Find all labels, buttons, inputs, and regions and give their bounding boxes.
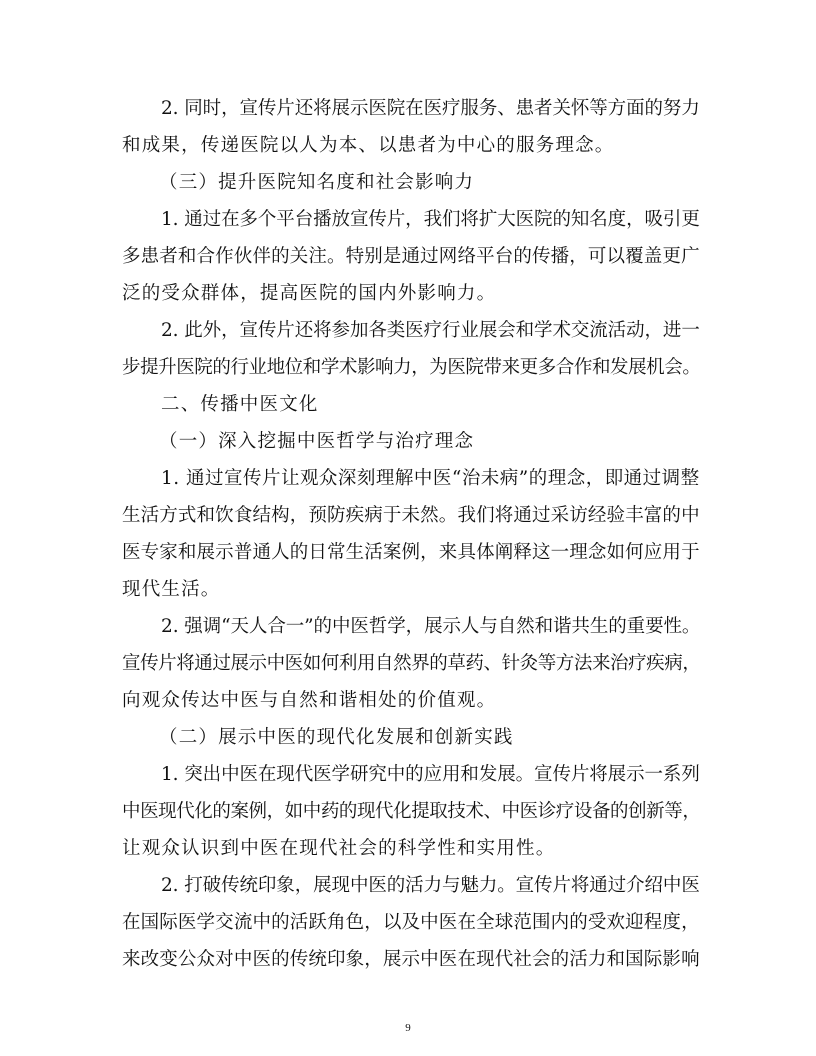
text-line: 1. 突出中医在现代医学研究中的应用和发展。宣传片将展示一系列 xyxy=(161,764,700,785)
text-line: 2. 强调“天人合一”的中医哲学，展示人与自然和谐共生的重要性。 xyxy=(161,616,701,637)
text-line: 2. 此外，宣传片还将参加各类医疗行业展会和学术交流活动，进一 xyxy=(161,320,700,341)
section-heading: （二）展示中医的现代化发展和创新实践 xyxy=(159,727,514,748)
section-heading: （一）深入挖掘中医哲学与治疗理念 xyxy=(159,431,475,452)
text-line: 现代生活。 xyxy=(122,579,221,600)
chapter-heading: 二、传播中医文化 xyxy=(161,394,319,415)
text-line: 生活方式和饮食结构，预防疾病于未然。我们将通过采访经验丰富的中 xyxy=(122,505,700,526)
text-line: 宣传片将通过展示中医如何利用自然界的草药、针灸等方法来治疗疾病， xyxy=(122,653,701,674)
text-line: 在国际医学交流中的活跃角色，以及中医在全球范围内的受欢迎程度， xyxy=(122,912,700,933)
text-line: 让观众认识到中医在现代社会的科学性和实用性。 xyxy=(122,838,556,859)
text-line: 向观众传达中医与自然和谐相处的价值观。 xyxy=(122,690,497,711)
text-line: 1. 通过宣传片让观众深刻理解中医“治未病”的理念，即通过调整 xyxy=(161,468,700,489)
section-heading: （三）提升医院知名度和社会影响力 xyxy=(159,172,475,193)
text-line: 来改变公众对中医的传统印象，展示中医在现代社会的活力和国际影响 xyxy=(122,949,700,970)
text-line: 1. 通过在多个平台播放宣传片，我们将扩大医院的知名度，吸引更 xyxy=(161,209,700,230)
text-line: 医专家和展示普通人的日常生活案例，来具体阐释这一理念如何应用于 xyxy=(122,542,700,563)
text-line: 2. 打破传统印象，展现中医的活力与魅力。宣传片将通过介绍中医 xyxy=(161,875,700,896)
text-line: 和成果，传递医院以人为本、以患者为中心的服务理念。 xyxy=(122,135,615,156)
text-line: 多患者和合作伙伴的关注。特别是通过网络平台的传播，可以覆盖更广 xyxy=(122,246,700,267)
page-number: 9 xyxy=(405,1022,411,1034)
text-line: 2. 同时，宣传片还将展示医院在医疗服务、患者关怀等方面的努力 xyxy=(161,98,700,119)
text-line: 中医现代化的案例，如中药的现代化提取技术、中医诊疗设备的创新等， xyxy=(122,801,701,822)
text-line: 步提升医院的行业地位和学术影响力，为医院带来更多合作和发展机会。 xyxy=(122,357,701,378)
text-line: 泛的受众群体，提高医院的国内外影响力。 xyxy=(122,283,497,304)
